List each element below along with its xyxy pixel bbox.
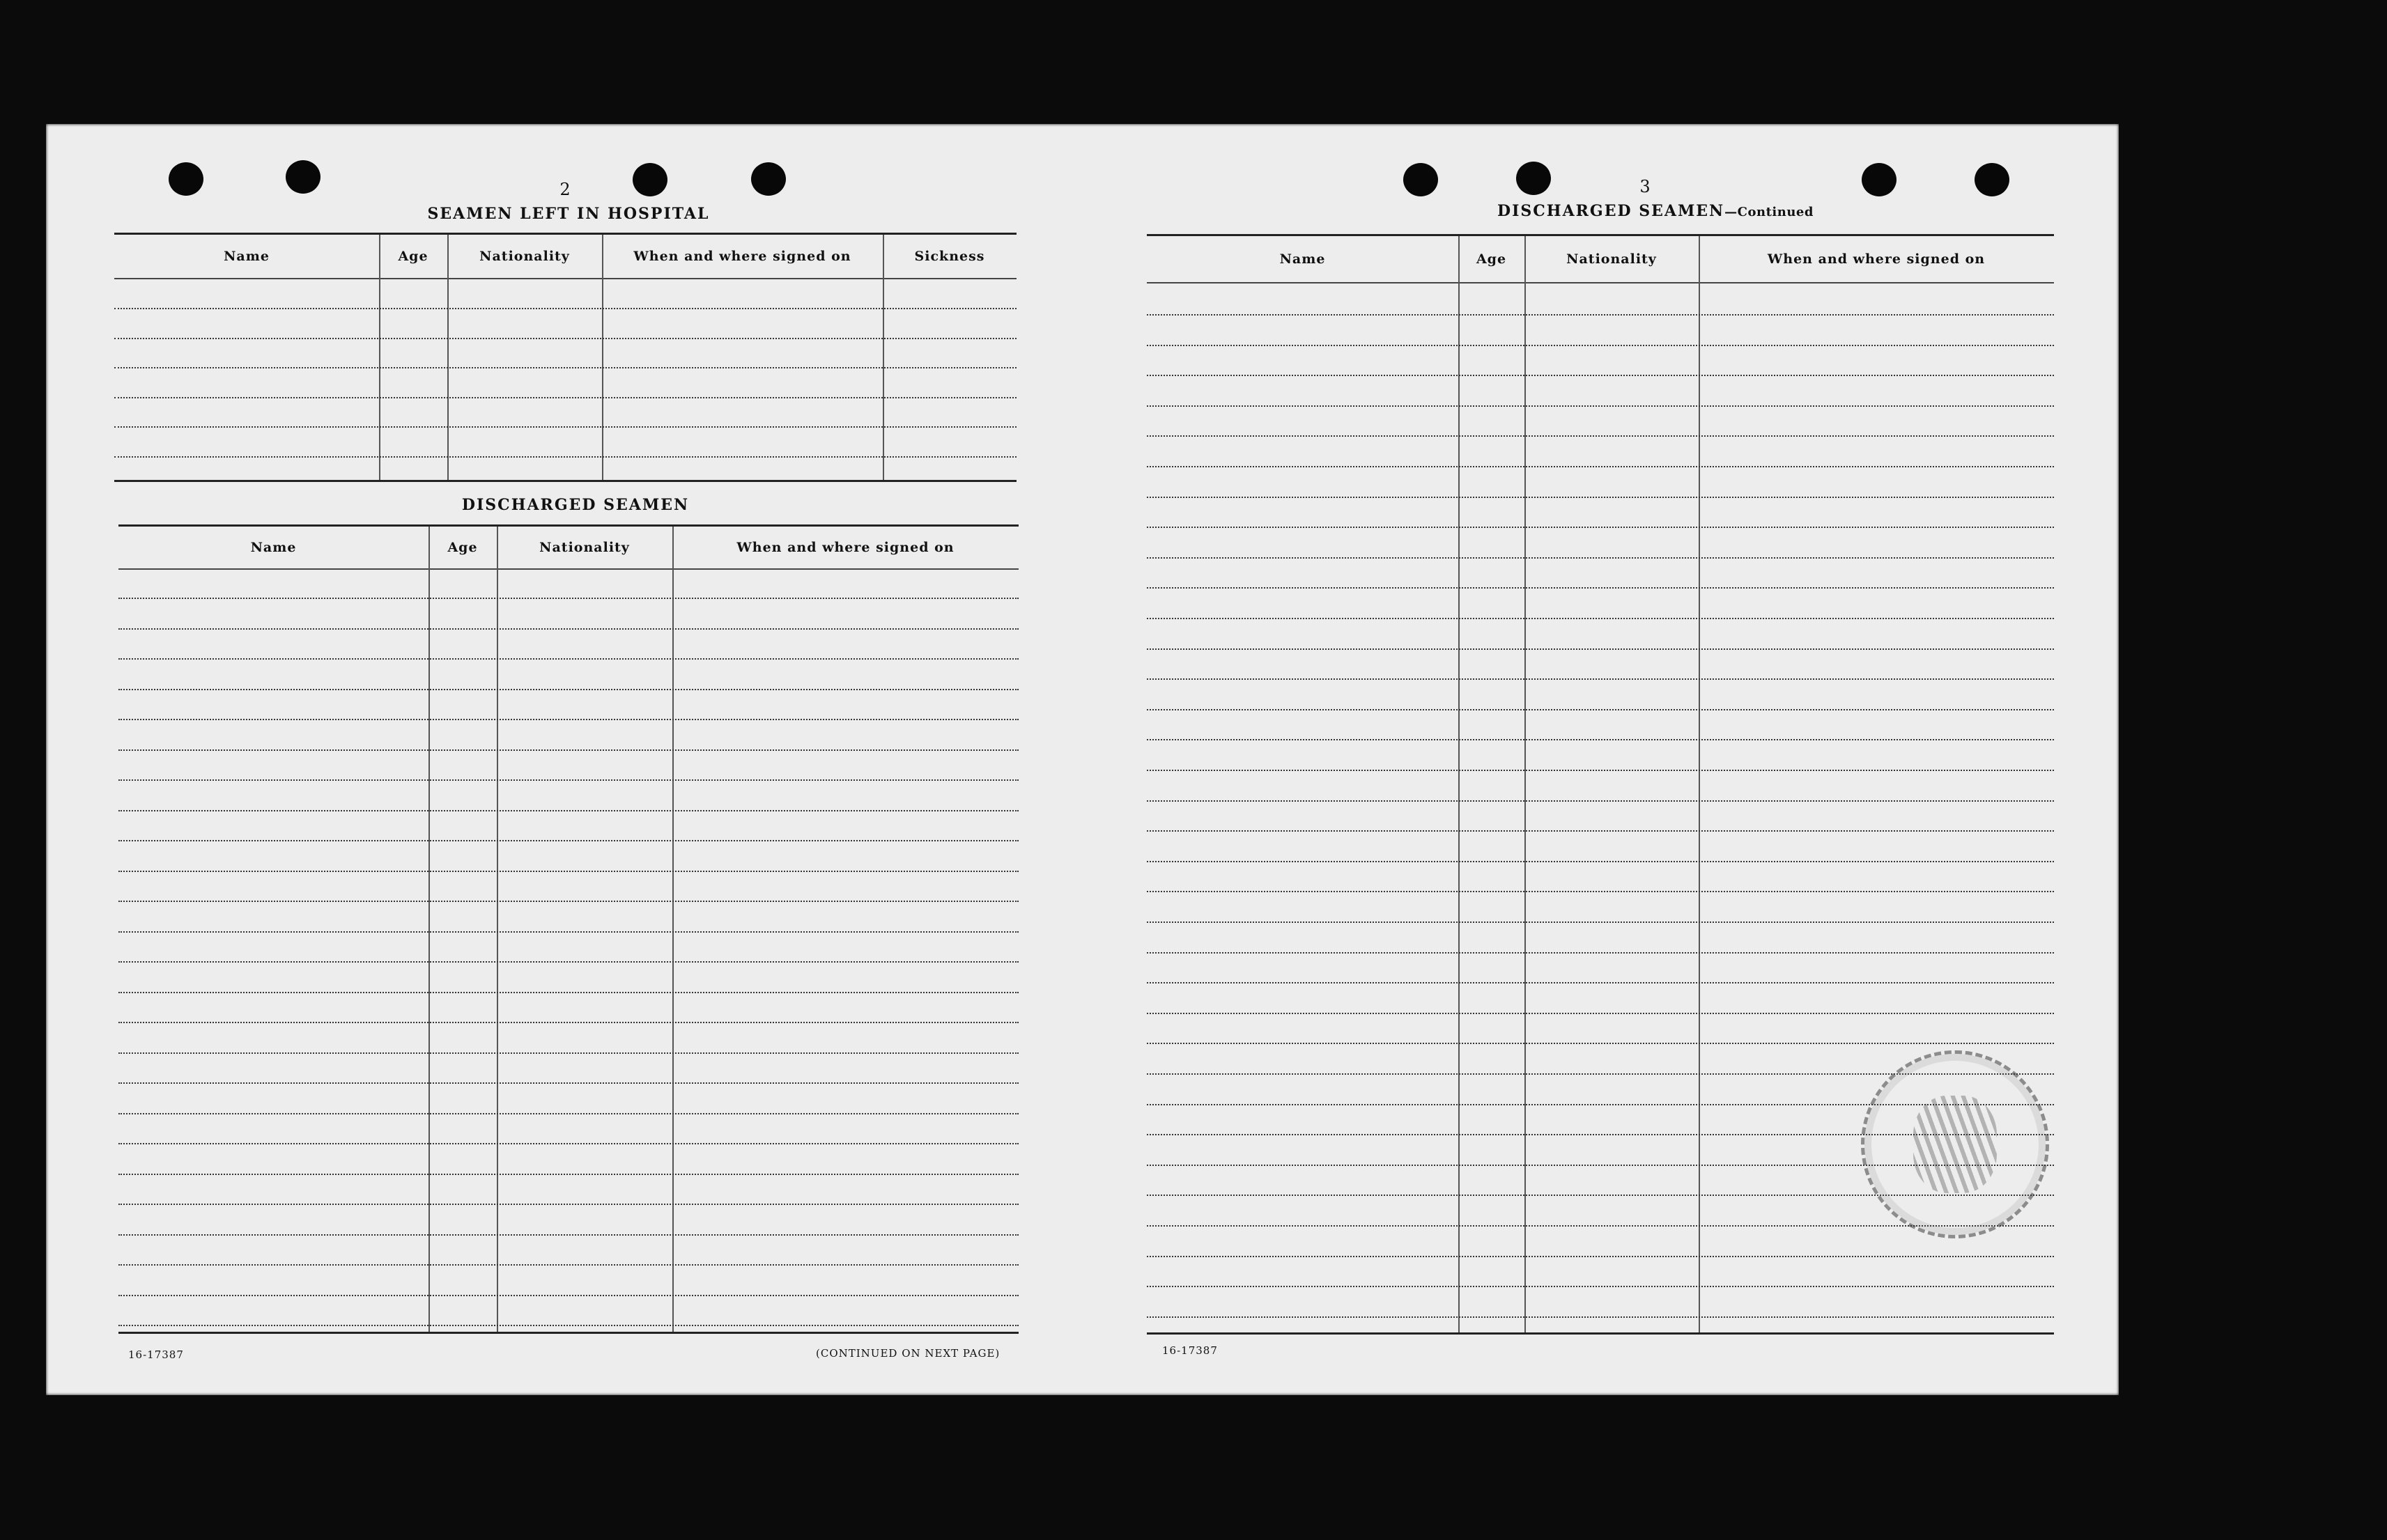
row-line <box>118 992 1019 993</box>
binder-hole <box>286 160 320 194</box>
row-line <box>118 658 1019 660</box>
discharged-continued-title <box>1460 202 1851 220</box>
row-line <box>114 397 1017 398</box>
row-line <box>1147 466 2054 467</box>
column-divider <box>447 235 449 480</box>
col-header-when-where: When and where signed on <box>1767 251 1986 267</box>
row-line <box>118 931 1019 933</box>
col-header-nationality: Nationality <box>539 540 630 555</box>
row-line <box>118 1143 1019 1144</box>
binder-hole <box>1516 162 1551 195</box>
page-number: 3 <box>1639 177 1651 196</box>
col-header-name: Name <box>250 540 297 555</box>
form-number: 16-17387 <box>1162 1344 1218 1357</box>
col-header-nationality: Nationality <box>479 249 570 264</box>
row-line <box>1147 1043 2054 1044</box>
row-line <box>118 901 1019 902</box>
row-line <box>118 1082 1019 1084</box>
row-line <box>1147 800 2054 802</box>
row-line <box>118 628 1019 630</box>
row-line <box>1147 739 2054 740</box>
row-line <box>1147 587 2054 589</box>
hospital-table <box>114 233 1017 482</box>
row-line <box>1147 982 2054 983</box>
section-title-text: DISCHARGED SEAMEN <box>1497 202 1725 220</box>
hospital-section-title: SEAMEN LEFT IN HOSPITAL <box>427 205 710 223</box>
continued-note: (CONTINUED ON NEXT PAGE) <box>816 1347 1001 1360</box>
binder-hole <box>1862 163 1897 196</box>
row-line <box>1147 345 2054 346</box>
left-page <box>46 124 1070 1395</box>
binder-hole <box>751 162 786 196</box>
row-line <box>114 367 1017 368</box>
right-page <box>1070 124 2119 1395</box>
binder-hole <box>633 163 667 196</box>
row-line <box>1147 557 2054 559</box>
section-title-suffix: —Continued <box>1724 205 1814 219</box>
row-line <box>1147 921 2054 923</box>
row-line <box>1147 618 2054 619</box>
col-header-name: Name <box>224 249 270 264</box>
col-header-name: Name <box>1279 251 1326 267</box>
row-line <box>1147 678 2054 680</box>
row-line <box>118 871 1019 872</box>
row-line <box>118 1325 1019 1326</box>
row-line <box>1147 861 2054 862</box>
row-line <box>1147 770 2054 771</box>
row-line <box>1147 952 2054 954</box>
row-line <box>1147 527 2054 528</box>
row-line <box>1147 709 2054 710</box>
binder-hole <box>1403 163 1438 196</box>
column-divider <box>602 235 603 480</box>
col-header-sickness: Sickness <box>914 249 985 264</box>
row-line <box>1147 1286 2054 1287</box>
row-line <box>1147 314 2054 316</box>
row-line <box>1147 1013 2054 1014</box>
row-line <box>1147 435 2054 437</box>
binder-hole <box>169 162 203 196</box>
row-line <box>118 1264 1019 1266</box>
circular-stamp <box>1861 1050 2049 1238</box>
row-line <box>118 598 1019 599</box>
row-line <box>114 338 1017 339</box>
row-line <box>118 1295 1019 1296</box>
row-line <box>118 1022 1019 1023</box>
discharged-table-left <box>118 524 1019 1334</box>
discharged-section-title: DISCHARGED SEAMEN <box>461 496 690 514</box>
row-line <box>1147 405 2054 407</box>
col-header-when-where: When and where signed on <box>736 540 955 555</box>
form-number: 16-17387 <box>128 1348 184 1361</box>
binder-hole <box>1975 163 2009 196</box>
hospital-table-header <box>114 235 1017 279</box>
stamp-impression <box>1913 1096 1997 1193</box>
document-sheet <box>46 124 2119 1395</box>
column-divider <box>883 235 884 480</box>
column-divider <box>1699 236 1700 1332</box>
row-line <box>118 1174 1019 1175</box>
row-line <box>118 749 1019 751</box>
column-divider <box>428 527 430 1332</box>
col-header-age: Age <box>447 540 478 555</box>
row-line <box>118 840 1019 841</box>
row-line <box>1147 497 2054 498</box>
row-line <box>118 719 1019 720</box>
row-line <box>118 1113 1019 1114</box>
row-line <box>1147 1316 2054 1318</box>
discharged-table-header <box>1147 236 2054 283</box>
row-line <box>1147 648 2054 650</box>
row-line <box>1147 891 2054 892</box>
column-divider <box>379 235 380 480</box>
col-header-age: Age <box>1476 251 1507 267</box>
column-divider <box>1524 236 1526 1332</box>
col-header-age: Age <box>398 249 428 264</box>
row-line <box>118 1052 1019 1054</box>
row-line <box>114 426 1017 428</box>
col-header-nationality: Nationality <box>1566 251 1657 267</box>
discharged-table-header <box>118 527 1019 570</box>
row-line <box>1147 1256 2054 1257</box>
col-header-when-where: When and where signed on <box>633 249 851 264</box>
row-line <box>118 810 1019 811</box>
row-line <box>1147 375 2054 376</box>
row-line <box>114 308 1017 309</box>
column-divider <box>1458 236 1460 1332</box>
row-line <box>118 779 1019 781</box>
column-divider <box>672 527 674 1332</box>
row-line <box>118 1234 1019 1236</box>
row-line <box>118 1204 1019 1205</box>
row-line <box>118 689 1019 690</box>
row-line <box>114 456 1017 458</box>
row-line <box>1147 830 2054 832</box>
column-divider <box>497 527 498 1332</box>
row-line <box>118 961 1019 963</box>
page-number: 2 <box>559 180 571 199</box>
